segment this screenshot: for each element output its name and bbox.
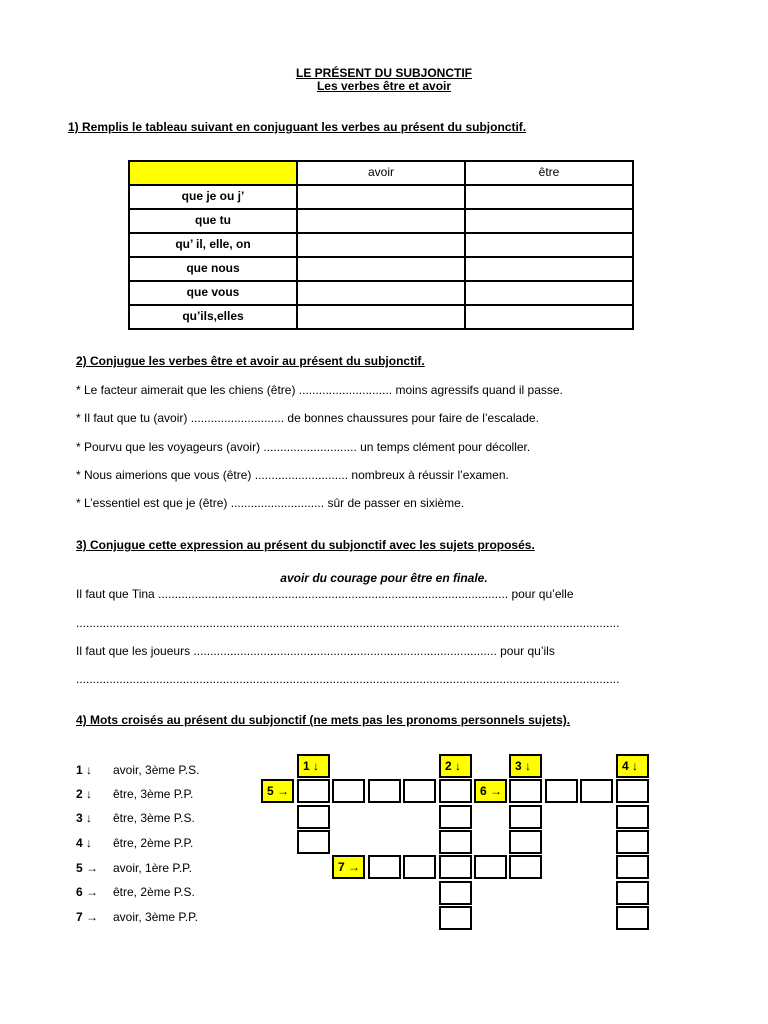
crossword-cell[interactable] bbox=[439, 855, 472, 879]
crossword-cell[interactable] bbox=[616, 881, 649, 905]
pronoun-cell: que je ou j’ bbox=[129, 185, 297, 209]
crossword-number-4: 4 ↓ bbox=[616, 754, 649, 778]
crossword-cell[interactable] bbox=[580, 779, 613, 803]
page-title: LE PRÉSENT DU SUBJONCTIF bbox=[295, 66, 472, 80]
crossword-cell[interactable] bbox=[474, 855, 507, 879]
crossword-cell[interactable] bbox=[439, 779, 472, 803]
crossword-cell[interactable] bbox=[509, 779, 542, 803]
crossword-cell[interactable] bbox=[509, 855, 542, 879]
answer-line: ................................................................................................................................................................... bbox=[76, 616, 620, 630]
crossword-number-7: 7 → bbox=[332, 855, 365, 879]
crossword-cell[interactable] bbox=[332, 779, 365, 803]
table-row bbox=[129, 209, 633, 233]
answer-cell-avoir[interactable] bbox=[297, 209, 465, 233]
crossword-number-1: 1 ↓ bbox=[297, 754, 330, 778]
clue-item bbox=[76, 811, 195, 825]
section4-heading: 4) Mots croisés au présent du subjonctif (ne mets pas les pronoms personnels sujets). bbox=[76, 713, 571, 727]
answer-cell-etre[interactable] bbox=[465, 233, 633, 257]
crossword-cell[interactable] bbox=[439, 830, 472, 854]
conjugation-table bbox=[128, 160, 634, 330]
crossword-cell[interactable] bbox=[616, 830, 649, 854]
clue-item bbox=[76, 861, 192, 875]
answer-line: Il faut que Tina ......................................................................................................... pour qu’elle bbox=[76, 587, 574, 601]
crossword-number-2: 2 ↓ bbox=[439, 754, 472, 778]
clue-item bbox=[76, 787, 193, 801]
clue-text: avoir, 1ère P.P. bbox=[113, 861, 192, 875]
crossword-cell[interactable] bbox=[509, 805, 542, 829]
exercise-sentence: * Pourvu que les voyageurs (avoir) ............................ un temps clément pour décoller. bbox=[76, 440, 531, 454]
section3-heading: 3) Conjugue cette expression au présent du subjonctif avec les sujets proposés. bbox=[76, 538, 535, 552]
clue-number: 5 → bbox=[76, 861, 99, 875]
exercise-sentence: * Nous aimerions que vous (être) ............................ nombreux à réussir l’examen. bbox=[76, 468, 509, 482]
clue-number: 3 ↓ bbox=[76, 811, 93, 825]
table-corner-cell bbox=[129, 161, 297, 185]
exercise-sentence: * Il faut que tu (avoir) ............................ de bonnes chaussures pour faire de l’escalade. bbox=[76, 411, 539, 425]
crossword-cell[interactable] bbox=[439, 805, 472, 829]
pronoun-cell: qu’ il, elle, on bbox=[129, 233, 297, 257]
crossword-cell[interactable] bbox=[439, 881, 472, 905]
crossword-cell[interactable] bbox=[297, 830, 330, 854]
crossword-cell[interactable] bbox=[616, 779, 649, 803]
crossword-number-5: 5 → bbox=[261, 779, 294, 803]
crossword-cell[interactable] bbox=[439, 906, 472, 930]
clue-text: être, 2ème P.S. bbox=[113, 885, 195, 899]
answer-cell-etre[interactable] bbox=[465, 185, 633, 209]
clue-number: 2 ↓ bbox=[76, 787, 93, 801]
crossword-cell[interactable] bbox=[368, 779, 401, 803]
crossword-cell[interactable] bbox=[616, 855, 649, 879]
clue-number: 7 → bbox=[76, 910, 99, 924]
table-row bbox=[129, 281, 633, 305]
crossword-cell[interactable] bbox=[616, 805, 649, 829]
clue-number: 4 ↓ bbox=[76, 836, 93, 850]
answer-line: Il faut que les joueurs ........................................................................................... pour qu’ils bbox=[76, 644, 555, 658]
clue-text: avoir, 3ème P.P. bbox=[113, 910, 198, 924]
pronoun-cell: que vous bbox=[129, 281, 297, 305]
clue-item bbox=[76, 885, 195, 899]
answer-cell-avoir[interactable] bbox=[297, 233, 465, 257]
clue-item bbox=[76, 836, 193, 850]
answer-cell-avoir[interactable] bbox=[297, 305, 465, 329]
table-row bbox=[129, 305, 633, 329]
table-row bbox=[129, 257, 633, 281]
column-header-avoir: avoir bbox=[297, 161, 465, 185]
crossword-cell[interactable] bbox=[403, 779, 436, 803]
clue-text: avoir, 3ème P.S. bbox=[113, 763, 200, 777]
table-row bbox=[129, 185, 633, 209]
page-subtitle: Les verbes être et avoir bbox=[316, 79, 452, 93]
crossword-cell[interactable] bbox=[545, 779, 578, 803]
exercise-sentence: * L’essentiel est que je (être) ............................ sûr de passer en sixième. bbox=[76, 496, 465, 510]
crossword-cell[interactable] bbox=[368, 855, 401, 879]
crossword-cell[interactable] bbox=[403, 855, 436, 879]
pronoun-cell: qu’ils,elles bbox=[129, 305, 297, 329]
answer-cell-etre[interactable] bbox=[465, 305, 633, 329]
clue-text: être, 2ème P.P. bbox=[113, 836, 194, 850]
crossword-cell[interactable] bbox=[297, 805, 330, 829]
answer-cell-etre[interactable] bbox=[465, 281, 633, 305]
answer-cell-avoir[interactable] bbox=[297, 257, 465, 281]
clue-item bbox=[76, 910, 198, 924]
clue-number: 6 → bbox=[76, 885, 99, 899]
answer-line: ................................................................................................................................................................... bbox=[76, 672, 620, 686]
section2-heading: 2) Conjugue les verbes être et avoir au présent du subjonctif. bbox=[76, 354, 425, 368]
clue-text: être, 3ème P.S. bbox=[113, 811, 195, 825]
answer-cell-avoir[interactable] bbox=[297, 185, 465, 209]
clue-text: être, 3ème P.P. bbox=[113, 787, 194, 801]
answer-cell-etre[interactable] bbox=[465, 209, 633, 233]
exercise-sentence: * Le facteur aimerait que les chiens (être) ............................ moins agressifs quand il passe. bbox=[76, 383, 563, 397]
clue-item bbox=[76, 763, 200, 777]
pronoun-cell: que nous bbox=[129, 257, 297, 281]
crossword-cell[interactable] bbox=[509, 830, 542, 854]
section1-heading: 1) Remplis le tableau suivant en conjuguant les verbes au présent du subjonctif. bbox=[68, 120, 527, 134]
table-header-row bbox=[129, 161, 633, 185]
crossword-number-6: 6 → bbox=[474, 779, 507, 803]
clue-number: 1 ↓ bbox=[76, 763, 93, 777]
expression-text: avoir du courage pour être en finale. bbox=[280, 571, 488, 585]
crossword-cell[interactable] bbox=[297, 779, 330, 803]
table-row bbox=[129, 233, 633, 257]
column-header-etre: être bbox=[465, 161, 633, 185]
pronoun-cell: que tu bbox=[129, 209, 297, 233]
answer-cell-etre[interactable] bbox=[465, 257, 633, 281]
crossword-number-3: 3 ↓ bbox=[509, 754, 542, 778]
answer-cell-avoir[interactable] bbox=[297, 281, 465, 305]
crossword-cell[interactable] bbox=[616, 906, 649, 930]
